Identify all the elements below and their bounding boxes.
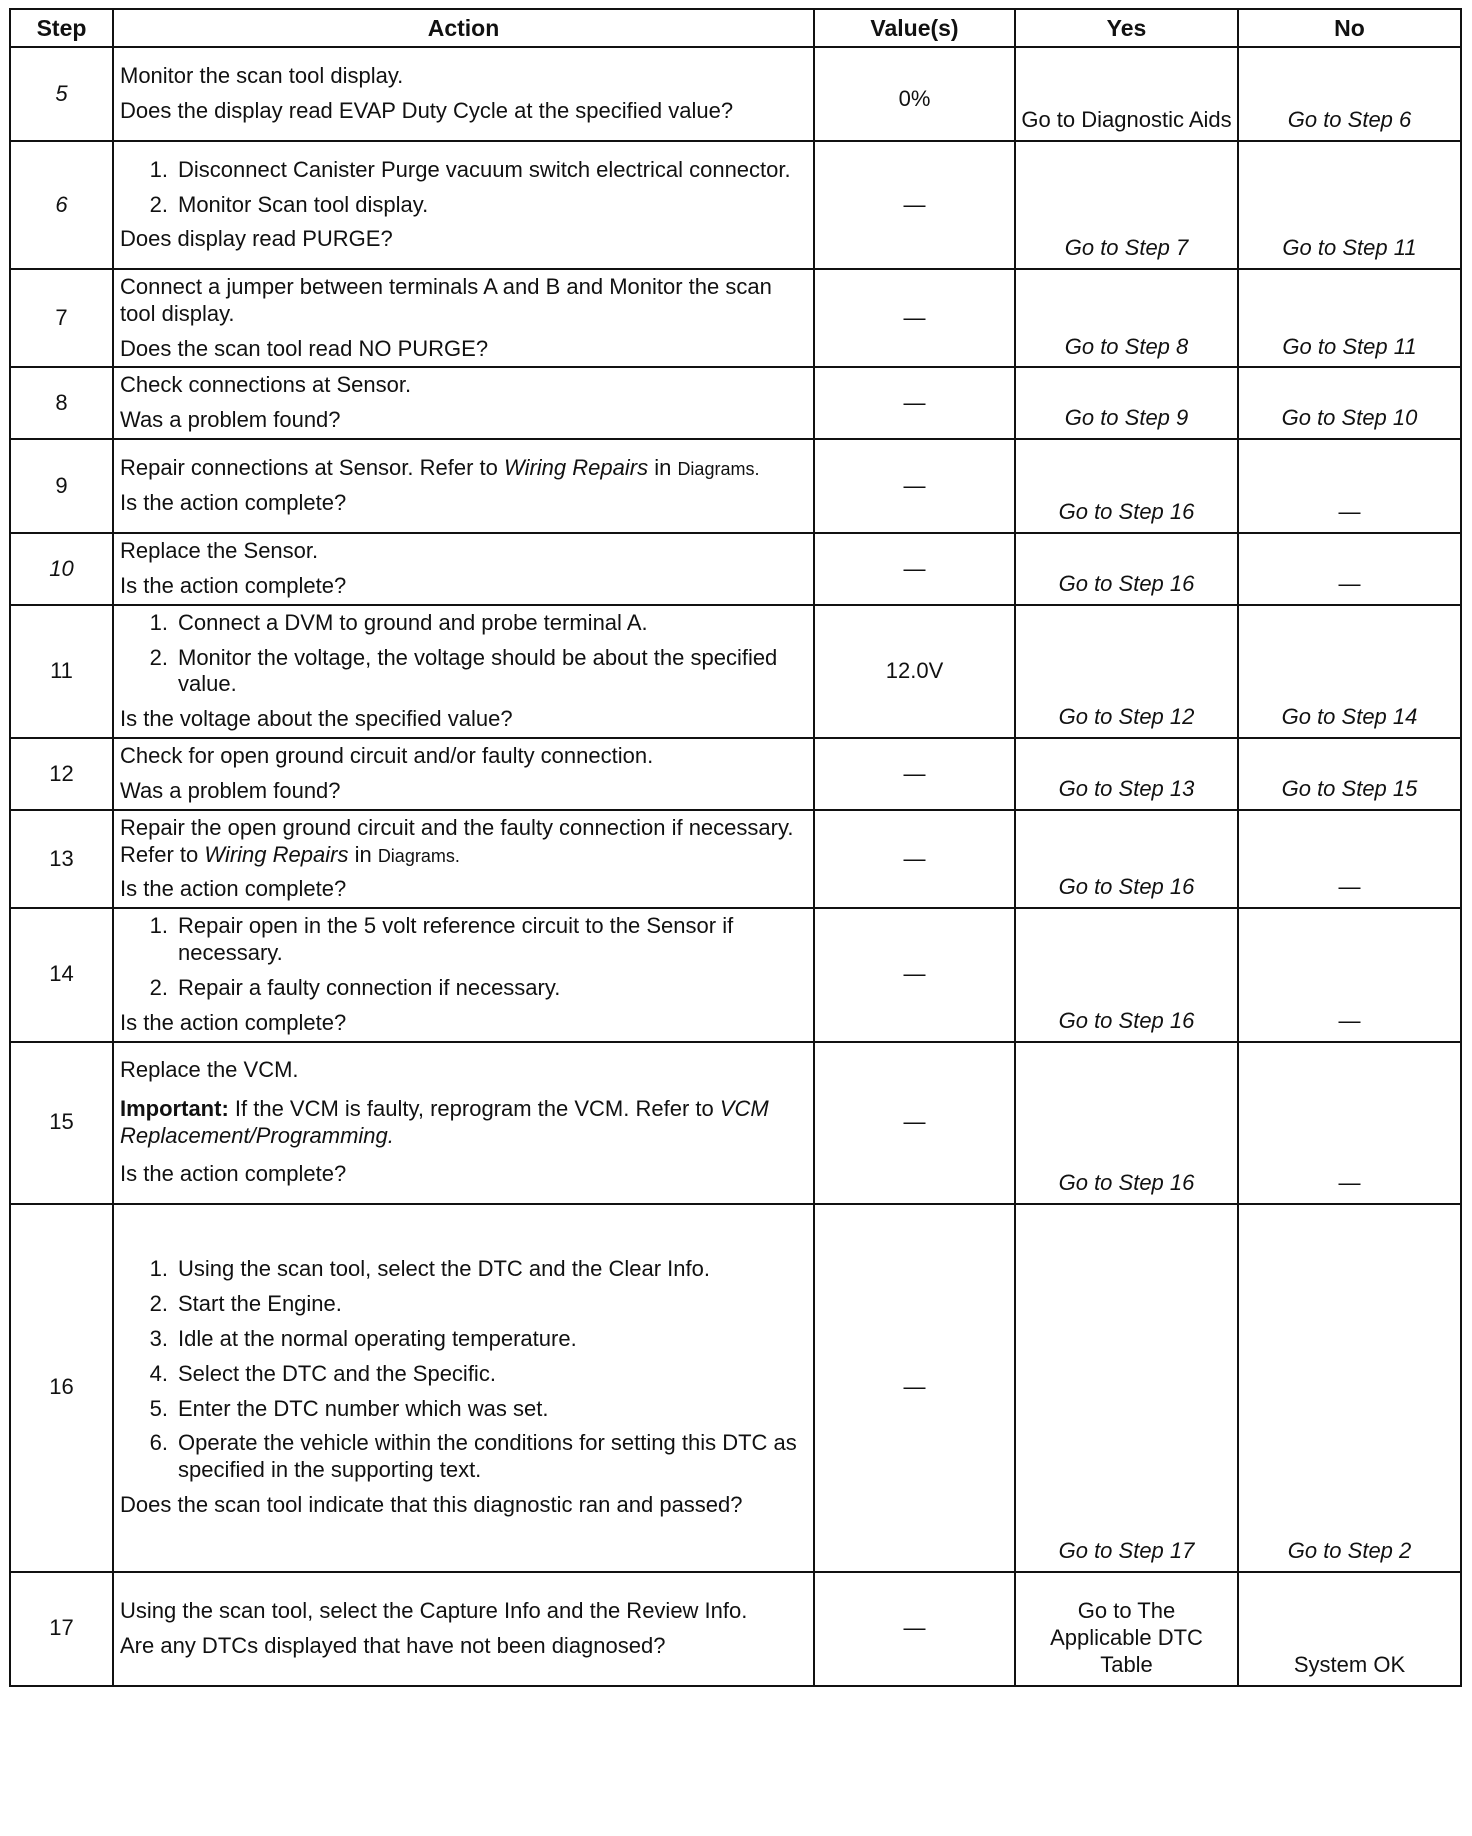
list-item: 1. Disconnect Canister Purge vacuum switch electrical connector.: [149, 156, 791, 182]
action-cell: [113, 141, 814, 269]
action-question: Is the action complete?: [120, 572, 347, 598]
yes-cell: Go to Step 12: [1015, 605, 1238, 738]
table-row: [10, 1572, 1461, 1686]
step-number: 17: [10, 1572, 113, 1686]
step-number: 11: [10, 605, 113, 738]
no-cell: —: [1238, 533, 1461, 605]
value-cell: —: [814, 738, 1015, 810]
table-row: [10, 1204, 1461, 1572]
action-text: Repair the open ground circuit and the faulty connection if necessary. Refer to Wiring Repairs in Diagrams.: [120, 814, 794, 867]
no-cell: Go to Step 11: [1238, 141, 1461, 269]
action-question: Does display read PURGE?: [120, 226, 393, 252]
value-cell: 12.0V: [814, 605, 1015, 738]
action-question: Was a problem found?: [120, 407, 341, 433]
action-cell: [113, 738, 814, 810]
step-number: 13: [10, 810, 113, 908]
header-row: [10, 9, 1461, 47]
value-cell: —: [814, 1042, 1015, 1204]
list-item: 2. Repair a faulty connection if necessary.: [149, 974, 561, 1000]
value-cell: —: [814, 908, 1015, 1041]
list-item: 2. Start the Engine.: [149, 1291, 342, 1317]
table-row: [10, 47, 1461, 141]
value-cell: —: [814, 810, 1015, 908]
no-cell: Go to Step 6: [1238, 47, 1461, 141]
action-question: Does the display read EVAP Duty Cycle at the specified value?: [120, 98, 734, 123]
yes-cell: Go to Step 16: [1015, 1042, 1238, 1204]
yes-cell: Go to Diagnostic Aids: [1015, 47, 1238, 141]
action-cell: [113, 605, 814, 738]
list-item: 2. Monitor Scan tool display.: [149, 191, 429, 217]
vcm-programming-ref: VCM Replacement/Programming.: [120, 1095, 769, 1148]
action-cell: [113, 533, 814, 605]
step-number: 6: [10, 141, 113, 269]
value-cell: —: [814, 439, 1015, 533]
action-question: Is the action complete?: [120, 1009, 347, 1035]
action-cell: [113, 269, 814, 367]
table-row: [10, 269, 1461, 367]
action-text: Check connections at Sensor.: [120, 372, 412, 398]
action-question: Is the action complete?: [120, 876, 347, 902]
step-number: 5: [10, 47, 113, 141]
action-text: Replace the Sensor.: [120, 538, 319, 564]
action-question: Are any DTCs displayed that have not been diagnosed?: [120, 1632, 666, 1658]
table-row: [10, 738, 1461, 810]
header-step: Step: [10, 9, 113, 47]
no-cell: System OK: [1238, 1572, 1461, 1686]
yes-cell: Go to Step 8: [1015, 269, 1238, 367]
action-cell: [113, 810, 814, 908]
value-cell: 0%: [814, 47, 1015, 141]
action-question: Is the action complete?: [120, 490, 347, 516]
action-cell: [113, 367, 814, 439]
value-cell: —: [814, 367, 1015, 439]
no-cell: —: [1238, 1042, 1461, 1204]
step-number: 7: [10, 269, 113, 367]
table-row: [10, 1042, 1461, 1204]
table-row: [10, 810, 1461, 908]
action-text: Check for open ground circuit and/or faulty connection.: [120, 743, 654, 769]
value-cell: —: [814, 141, 1015, 269]
list-item: 6. Operate the vehicle within the conditions for setting this DTC as specified in the supporting text.: [149, 1430, 797, 1483]
header-values: Value(s): [814, 9, 1015, 47]
action-cell: [113, 908, 814, 1041]
action-cell: [113, 47, 814, 141]
yes-cell: Go to Step 16: [1015, 439, 1238, 533]
table-row: [10, 141, 1461, 269]
table-row: [10, 533, 1461, 605]
list-item: 3. Idle at the normal operating temperature.: [149, 1325, 577, 1351]
yes-cell: Go to Step 16: [1015, 533, 1238, 605]
action-question: Is the voltage about the specified value?: [120, 706, 513, 732]
list-item: 2. Monitor the voltage, the voltage should be about the specified value.: [149, 644, 778, 697]
yes-cell: Go to Step 7: [1015, 141, 1238, 269]
yes-cell: Go to Step 9: [1015, 367, 1238, 439]
list-item: 4. Select the DTC and the Specific.: [149, 1360, 496, 1386]
step-number: 8: [10, 367, 113, 439]
step-number: 12: [10, 738, 113, 810]
yes-cell: Go to Step 16: [1015, 908, 1238, 1041]
action-cell: [113, 1572, 814, 1686]
action-question: Does the scan tool indicate that this diagnostic ran and passed?: [120, 1492, 743, 1518]
step-number: 16: [10, 1204, 113, 1572]
step-number: 14: [10, 908, 113, 1041]
list-item: 1. Repair open in the 5 volt reference circuit to the Sensor if necessary.: [149, 913, 734, 966]
action-cell: [113, 1042, 814, 1204]
action-cell: [113, 1204, 814, 1572]
table-row: [10, 439, 1461, 533]
list-item: 1. Connect a DVM to ground and probe terminal A.: [149, 609, 648, 635]
action-question: Is the action complete?: [120, 1161, 347, 1187]
no-cell: Go to Step 14: [1238, 605, 1461, 738]
table-row: [10, 908, 1461, 1041]
value-cell: —: [814, 1204, 1015, 1572]
action-text: Connect a jumper between terminals A and B and Monitor the scan tool display.: [120, 274, 772, 326]
yes-cell: Go to Step 13: [1015, 738, 1238, 810]
action-question: Was a problem found?: [120, 777, 341, 803]
diagnostic-table: [9, 8, 1462, 1687]
yes-cell: Go to Step 17: [1015, 1204, 1238, 1572]
value-cell: —: [814, 1572, 1015, 1686]
step-number: 9: [10, 439, 113, 533]
no-cell: —: [1238, 439, 1461, 533]
no-cell: Go to Step 11: [1238, 269, 1461, 367]
no-cell: Go to Step 10: [1238, 367, 1461, 439]
wiring-repairs-ref: Wiring Repairs: [504, 455, 649, 481]
list-item: 5. Enter the DTC number which was set.: [149, 1395, 549, 1421]
action-text: Using the scan tool, select the Capture Info and the Review Info.: [120, 1597, 748, 1623]
action-text: Repair connections at Sensor. Refer to Wiring Repairs in Diagrams.: [120, 455, 760, 481]
yes-cell: Go to Step 16: [1015, 810, 1238, 908]
table-row: [10, 367, 1461, 439]
action-cell: [113, 439, 814, 533]
step-number: 15: [10, 1042, 113, 1204]
action-text: Replace the VCM.: [120, 1056, 299, 1082]
header-yes: Yes: [1015, 9, 1238, 47]
step-number: 10: [10, 533, 113, 605]
no-cell: Go to Step 2: [1238, 1204, 1461, 1572]
important-note: Important: If the VCM is faulty, reprogram the VCM. Refer to VCM Replacement/Programming.: [120, 1095, 769, 1148]
yes-cell: Go to The Applicable DTC Table: [1015, 1572, 1238, 1686]
no-cell: Go to Step 15: [1238, 738, 1461, 810]
table-row: [10, 605, 1461, 738]
action-text: Monitor the scan tool display.: [120, 63, 404, 89]
no-cell: —: [1238, 908, 1461, 1041]
header-action: Action: [113, 9, 814, 47]
list-item: 1. Using the scan tool, select the DTC and the Clear Info.: [149, 1256, 710, 1282]
header-no: No: [1238, 9, 1461, 47]
action-question: Does the scan tool read NO PURGE?: [120, 335, 489, 361]
value-cell: —: [814, 269, 1015, 367]
no-cell: —: [1238, 810, 1461, 908]
wiring-repairs-ref: Wiring Repairs: [204, 841, 349, 867]
value-cell: —: [814, 533, 1015, 605]
